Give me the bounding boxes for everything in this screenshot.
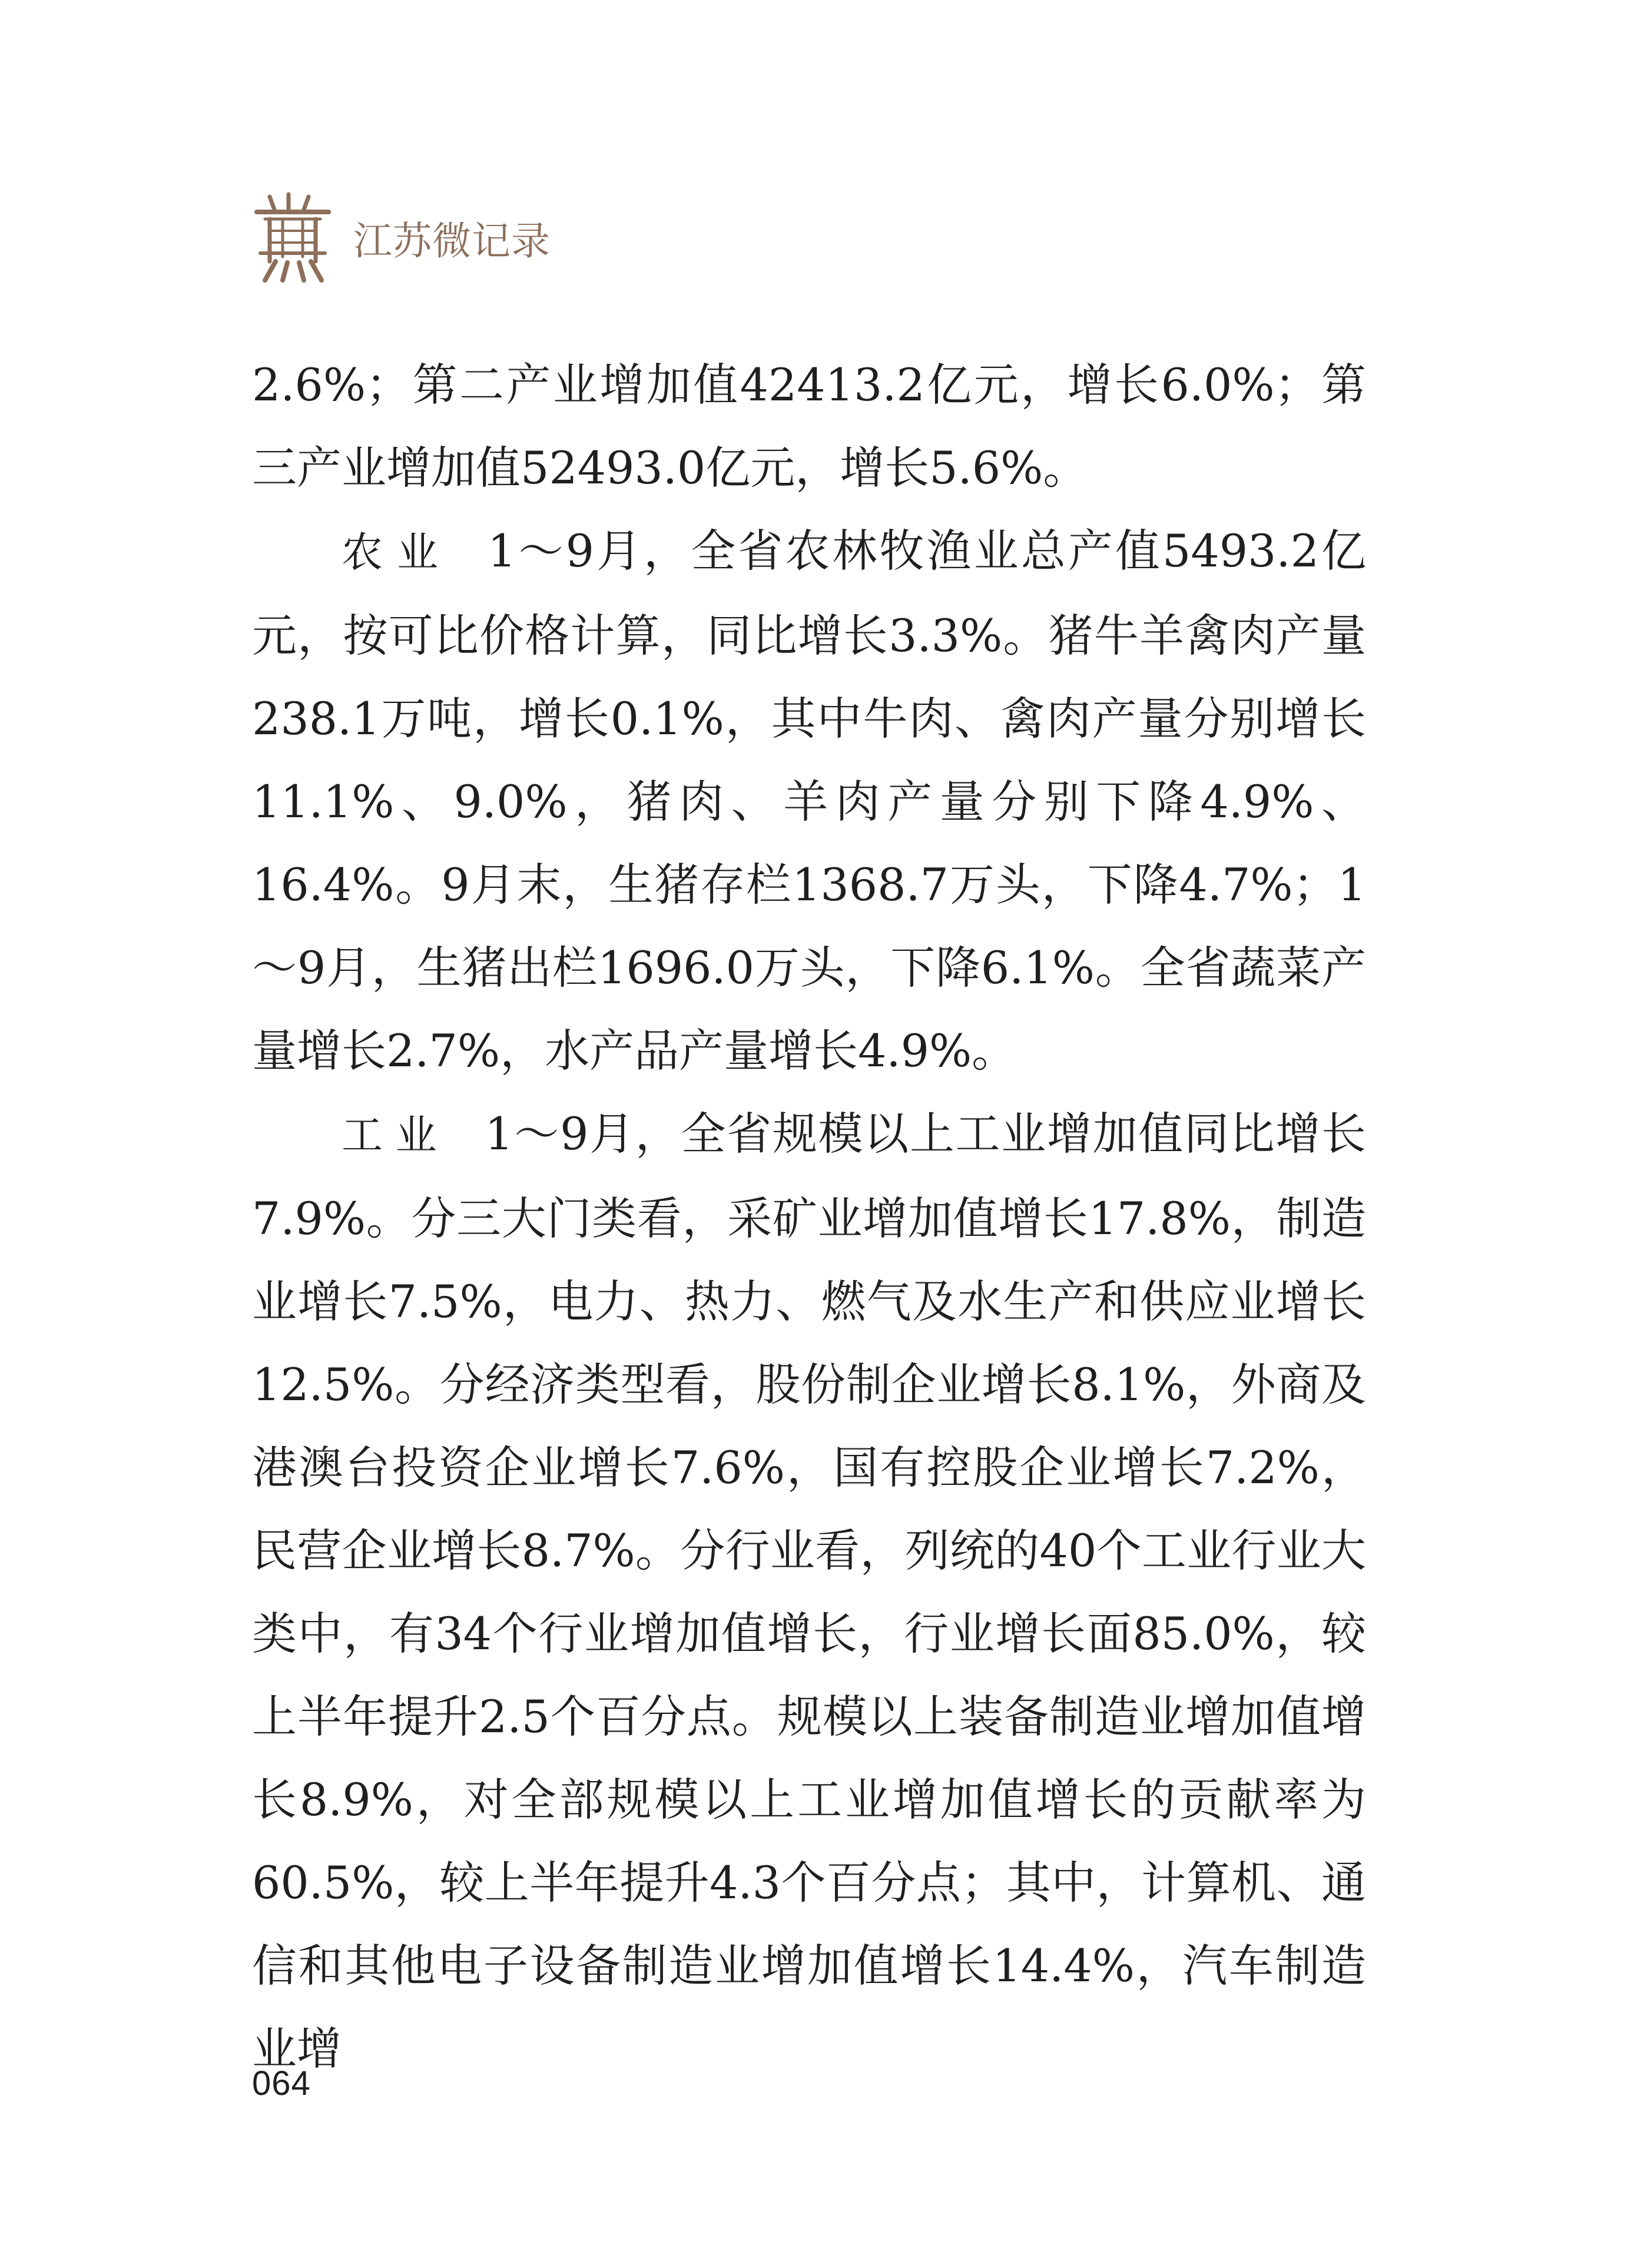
page-number: 064: [252, 2064, 311, 2103]
paragraph-text: 2.6%；第二产业增加值42413.2亿元，增长6.0%；第三产业增加值52493.0亿元，增长5.6%。: [252, 359, 1366, 494]
book-title: 江苏微记录: [353, 218, 551, 264]
book-logo-icon: [252, 192, 333, 283]
section-lead-agriculture: 农业: [342, 528, 453, 576]
paragraph-text: 1～9月，全省规模以上工业增加值同比增长7.9%。分三大门类看，采矿业增加值增长17.8%，制造业增长7.5%，电力、热力、燃气及水生产和供应业增长12.5%。分经济类型看，股份制企业增长8.1%，外商及港澳台投资企业增长7.6%，国有控股企业增长7.2%，民营企业增长8.7%。分行业看，列统的40个工业行业大类中，有34个行业增加值增长，行业增长面85.0%，较上半年提升2.5个百分点。规模以上装备制造业增加值增长8.9%，对全部规模以上工业增加值增长的贡献率为60.5%，较上半年提升4.3个百分点；其中，计算机、通信和其他电子设备制造业增加值增长14.4%，汽车制造业增: [252, 1108, 1367, 2075]
section-lead-industry: 工业: [342, 1111, 450, 1159]
paragraph-text: 1～9月，全省农林牧渔业总产值5493.2亿元，按可比价格计算，同比增长3.3%。猪牛羊禽肉产量238.1万吨，增长0.1%，其中牛肉、禽肉产量分别增长11.1%、9.0%，猪肉、羊肉产量分别下降4.9%、16.4%。9月末，生猪存栏1368.7万头，下降4.7%；1～9月，生猪出栏1696.0万头，下降6.1%。全省蔬菜产量增长2.7%，水产品产量增长4.9%。: [252, 525, 1366, 1077]
paragraph-gdp: [252, 343, 1366, 509]
paragraph-industry: [252, 1092, 1366, 2090]
page-header: [252, 187, 551, 287]
paragraph-agriculture: [252, 509, 1366, 1092]
body-text: [252, 343, 1366, 2090]
